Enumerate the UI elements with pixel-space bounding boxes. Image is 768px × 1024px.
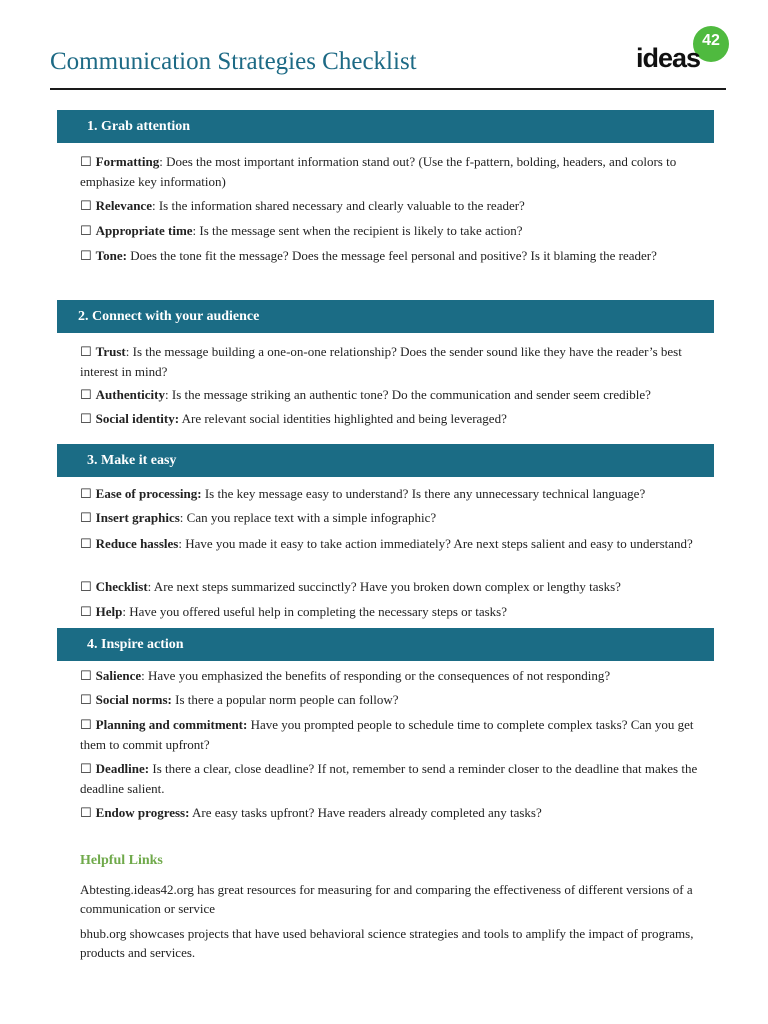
item-term: Appropriate time (95, 223, 193, 238)
logo-word: ideas (636, 43, 701, 73)
checklist-item (80, 534, 716, 554)
checkbox-icon: ☐ (80, 199, 92, 214)
item-text: Is the key message easy to understand? Is there any unnecessary technical language? (201, 486, 646, 501)
section-bar-inspire-action (57, 628, 714, 661)
item-term: Social identity: (95, 411, 180, 426)
checkbox-icon: ☐ (80, 345, 92, 360)
checkbox-icon: ☐ (80, 155, 92, 170)
item-term: Ease of processing: (95, 486, 202, 501)
item-text: : Is the message striking an authentic tone? Do the communication and sender seem credible? (165, 387, 651, 402)
checklist-item (80, 602, 716, 622)
item-text: : Is the information shared necessary and clearly valuable to the reader? (151, 198, 525, 213)
checkbox-icon: ☐ (80, 718, 92, 733)
checkbox-icon: ☐ (80, 511, 92, 526)
item-term: Authenticity (95, 387, 165, 402)
item-text: Are easy tasks upfront? Have readers already completed any tasks? (189, 805, 542, 820)
checkbox-icon: ☐ (80, 693, 92, 708)
checkbox-icon: ☐ (80, 580, 92, 595)
checkbox-icon: ☐ (80, 412, 92, 427)
checkbox-icon: ☐ (80, 669, 92, 684)
item-text: : Have you offered useful help in completing the necessary steps or tasks? (122, 604, 507, 619)
link-paragraph: Abtesting.ideas42.org has great resources for measuring for and comparing the effectiveness of different versions of a communication or service (80, 882, 693, 916)
item-term: Relevance (95, 198, 152, 213)
checklist-item (80, 342, 716, 381)
checklist-item (80, 690, 716, 710)
checklist-item (80, 385, 716, 405)
item-term: Help (95, 604, 123, 619)
checkbox-icon: ☐ (80, 249, 92, 264)
ideas42-logo (636, 24, 732, 76)
section-heading: 3. Make it easy (87, 453, 177, 468)
section-bar-connect-audience (57, 300, 714, 333)
checklist-item (80, 715, 716, 754)
checklist-item (80, 246, 716, 266)
item-term: Social norms: (95, 692, 172, 707)
checklist-item (80, 803, 716, 823)
item-term: Planning and commitment: (95, 717, 248, 732)
checkbox-icon: ☐ (80, 762, 92, 777)
checklist-item (80, 666, 716, 686)
item-text: : Is the message sent when the recipient is likely to take action? (192, 223, 523, 238)
checklist-item (80, 221, 716, 241)
checklist-item (80, 484, 716, 504)
section-heading: 2. Connect with your audience (78, 309, 260, 324)
section-heading: 4. Inspire action (87, 637, 184, 652)
checklist-item (80, 409, 716, 429)
section-bar-make-it-easy (57, 444, 714, 477)
logo-number: 42 (702, 32, 720, 49)
item-term: Insert graphics (95, 510, 180, 525)
checklist-item (80, 508, 716, 528)
item-term: Tone: (95, 248, 127, 263)
item-text: Is there a popular norm people can follow? (171, 692, 399, 707)
item-text: : Have you made it easy to take action immediately? Are next steps salient and easy to understand? (178, 536, 693, 551)
checkbox-icon: ☐ (80, 806, 92, 821)
checkbox-icon: ☐ (80, 537, 92, 552)
item-text: : Are next steps summarized succinctly? Have you broken down complex or lengthy tasks? (147, 579, 621, 594)
checkbox-icon: ☐ (80, 388, 92, 403)
item-term: Salience (95, 668, 142, 683)
item-text: Are relevant social identities highlighted and being leveraged? (179, 411, 507, 426)
item-text: : Is the message building a one-on-one relationship? Does the sender sound like they have the reader’s best interest in mind? (80, 344, 682, 379)
checklist-item (80, 152, 716, 191)
item-term: Formatting (95, 154, 160, 169)
checklist-item (80, 196, 716, 216)
item-text: Does the tone fit the message? Does the message feel personal and positive? Is it blaming the reader? (126, 248, 657, 263)
helpful-links-heading: Helpful Links (80, 853, 163, 868)
section-heading: 1. Grab attention (87, 119, 191, 134)
item-term: Reduce hassles (95, 536, 179, 551)
checklist-item (80, 759, 716, 798)
document-title: Communication Strategies Checklist (50, 48, 417, 75)
item-text: : Does the most important information stand out? (Use the f-pattern, bolding, headers, and colors to emphasize key information) (80, 154, 677, 189)
checkbox-icon: ☐ (80, 487, 92, 502)
link-paragraph: bhub.org showcases projects that have used behavioral science strategies and tools to amplify the impact of programs, products and services. (80, 926, 694, 960)
header-divider (50, 88, 726, 90)
section-bar-grab-attention (57, 110, 714, 143)
item-text: Is there a clear, close deadline? If not, remember to send a reminder closer to the deadline that makes the deadline salient. (80, 761, 698, 796)
item-text: : Can you replace text with a simple infographic? (179, 510, 437, 525)
checkbox-icon: ☐ (80, 605, 92, 620)
item-term: Checklist (95, 579, 148, 594)
checkbox-icon: ☐ (80, 224, 92, 239)
item-text: : Have you emphasized the benefits of responding or the consequences of not responding? (141, 668, 611, 683)
checklist-item (80, 577, 716, 597)
item-term: Deadline: (95, 761, 150, 776)
document-header (50, 22, 726, 90)
item-term: Endow progress: (95, 805, 190, 820)
item-term: Trust (95, 344, 126, 359)
item-text: Have you prompted people to schedule time to complete complex tasks? Can you get them to commit upfront? (80, 717, 694, 752)
